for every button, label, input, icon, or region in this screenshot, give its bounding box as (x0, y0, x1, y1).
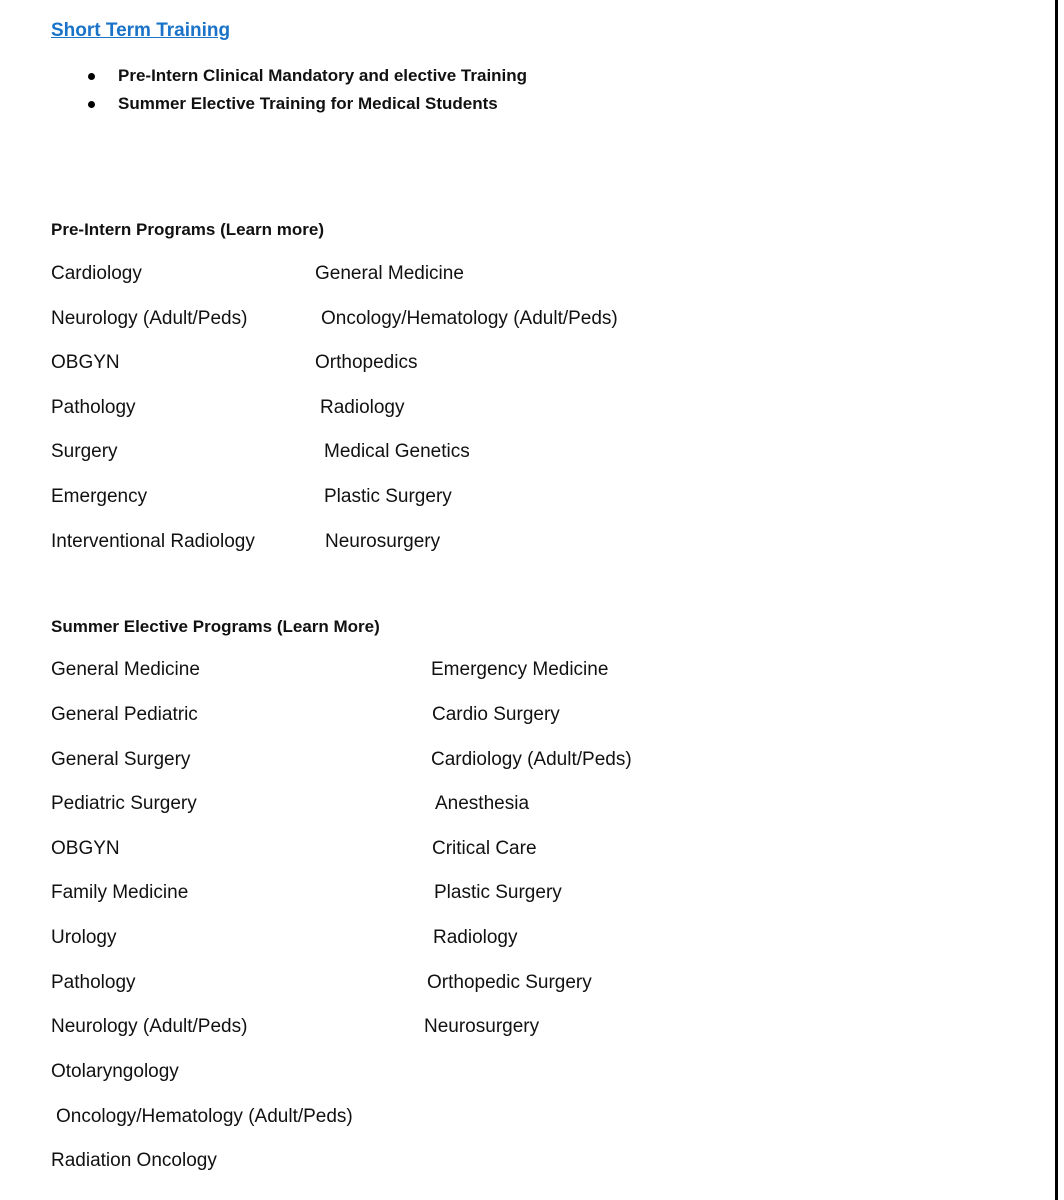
pre-intern-program-right: Plastic Surgery (324, 486, 452, 507)
summer-program-left: Oncology/Hematology (Adult/Peds) (56, 1106, 353, 1127)
pre-intern-program-right: Oncology/Hematology (Adult/Peds) (321, 308, 618, 329)
summer-program-right: Cardiology (Adult/Peds) (431, 749, 632, 770)
pre-intern-program-left: Surgery (51, 441, 118, 462)
summer-program-right: Emergency Medicine (431, 659, 609, 680)
summer-program-left: General Surgery (51, 749, 191, 770)
summer-program-right: Neurosurgery (424, 1016, 540, 1037)
summer-program-left: OBGYN (51, 838, 120, 859)
pre-intern-program-right: Medical Genetics (324, 441, 470, 462)
pre-intern-program-left: Pathology (51, 397, 136, 418)
pre-intern-program-right: General Medicine (315, 263, 464, 284)
summer-program-left: Otolaryngology (51, 1061, 179, 1082)
pre-intern-program-left: Cardiology (51, 263, 142, 284)
summer-program-left: Neurology (Adult/Peds) (51, 1016, 248, 1037)
summer-program-right: Orthopedic Surgery (427, 972, 592, 993)
summer-program-right: Cardio Surgery (432, 704, 560, 725)
pre-intern-heading: Pre-Intern Programs (Learn more) (51, 220, 325, 239)
pre-intern-program-right: Neurosurgery (325, 531, 441, 552)
summer-program-left: Pathology (51, 972, 136, 993)
summer-program-right: Radiology (433, 927, 518, 948)
summer-program-left: General Medicine (51, 659, 200, 680)
summer-program-right: Critical Care (432, 838, 537, 859)
summer-program-left: General Pediatric (51, 704, 198, 725)
summer-program-left: Radiation Oncology (51, 1150, 217, 1171)
pre-intern-program-right: Orthopedics (315, 352, 418, 373)
pre-intern-program-left: Interventional Radiology (51, 531, 255, 552)
bullet-item: Summer Elective Training for Medical Students (88, 94, 527, 122)
pre-intern-program-left: Neurology (Adult/Peds) (51, 308, 248, 329)
summer-program-right: Plastic Surgery (434, 882, 562, 903)
summer-program-left: Urology (51, 927, 117, 948)
pre-intern-program-left: OBGYN (51, 352, 120, 373)
summer-program-left: Family Medicine (51, 882, 189, 903)
bullet-item: Pre-Intern Clinical Mandatory and elective Training (88, 66, 527, 94)
summer-program-left: Pediatric Surgery (51, 793, 197, 814)
training-bullet-list (88, 66, 527, 122)
summer-elective-heading: Summer Elective Programs (Learn More) (51, 617, 380, 636)
short-term-training-link[interactable]: Short Term Training (51, 20, 231, 41)
pre-intern-program-right: Radiology (320, 397, 405, 418)
pre-intern-program-left: Emergency (51, 486, 148, 507)
summer-program-right: Anesthesia (435, 793, 530, 814)
